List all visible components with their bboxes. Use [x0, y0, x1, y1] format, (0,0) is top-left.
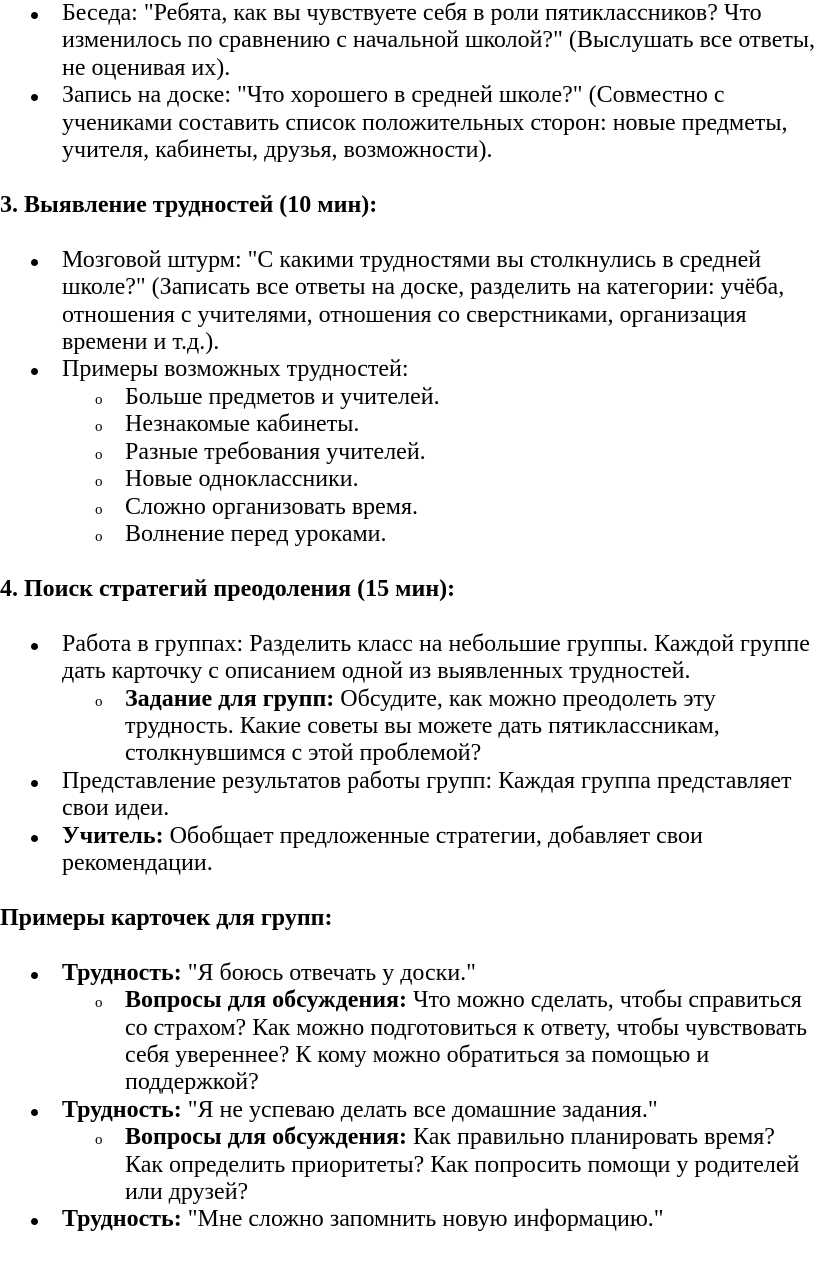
sub-list-item: o Разные требования учителей. — [0, 439, 816, 466]
list-item: Учитель: Обобщает предложенные стратегии, добавляет свои рекомендации. — [0, 823, 816, 878]
list-item: Запись на доске: "Что хорошего в средней школе?" (Совместно с учениками составить список положительных сторон: новые предметы, учителя, кабинеты, друзья, возможности). — [0, 82, 816, 164]
list-item: Трудность: "Я не успеваю делать все домашние задания." — [0, 1097, 816, 1124]
sub-list-item: o Незнакомые кабинеты. — [0, 411, 816, 438]
section-3-list — [0, 247, 816, 384]
cards-list-3 — [0, 1206, 816, 1233]
list-item: Примеры возможных трудностей: — [0, 356, 816, 383]
section-4-list-cont — [0, 768, 816, 878]
cards-heading: Примеры карточек для групп: — [0, 905, 333, 932]
bullet-icon — [31, 643, 38, 650]
bullet-icon — [31, 835, 38, 842]
section-4-heading: 4. Поиск стратегий преодоления (15 мин): — [0, 576, 456, 603]
cards-list — [0, 960, 816, 987]
section-3-heading: 3. Выявление трудностей (10 мин): — [0, 192, 378, 219]
list-item: Беседа: "Ребята, как вы чувствуете себя в роли пятиклассников? Что изменилось по сравнению с начальной школой?" (Выслушать все ответы, не оценивая их). — [0, 0, 816, 82]
list-item: Представление результатов работы групп: Каждая группа представляет свои идеи. — [0, 768, 816, 823]
card-1-sublist — [0, 987, 816, 1097]
circle-bullet-icon: o — [95, 501, 103, 518]
sub-list-item: o Новые одноклассники. — [0, 466, 816, 493]
bullet-icon — [31, 259, 38, 266]
bullet-icon — [31, 972, 38, 979]
sub-list-item: o Больше предметов и учителей. — [0, 384, 816, 411]
bullet-icon — [31, 1218, 38, 1225]
list-item: Трудность: "Мне сложно запомнить новую информацию." — [0, 1206, 816, 1233]
bullet-icon — [31, 1109, 38, 1116]
list-item: Мозговой штурм: "С какими трудностями вы столкнулись в средней школе?" (Записать все ответы на доске, разделить на категории: учёба, отношения с учителями, отношения со сверстниками, организация времени и т.д.). — [0, 247, 816, 357]
sub-list-item: o Вопросы для обсуждения: Что можно сделать, чтобы справиться со страхом? Как можно подготовиться к ответу, чтобы чувствовать себя увереннее? К кому можно обратиться за помощью и поддержкой? — [95, 987, 808, 1096]
bullet-icon — [31, 12, 38, 19]
circle-bullet-icon: o — [95, 391, 103, 408]
circle-bullet-icon: o — [95, 419, 103, 436]
bullet-icon — [31, 368, 38, 375]
card-2-sublist — [0, 1124, 816, 1206]
circle-bullet-icon: o — [95, 693, 103, 710]
circle-bullet-icon: o — [95, 446, 103, 463]
circle-bullet-icon: o — [95, 474, 103, 491]
sub-list-item: o Волнение перед уроками. — [0, 521, 816, 548]
circle-bullet-icon: o — [95, 995, 103, 1012]
circle-bullet-icon: o — [95, 1132, 103, 1149]
sub-list-item: o Вопросы для обсуждения: Как правильно планировать время? Как определить приоритеты? Как попросить помощи у родителей или друзей? — [95, 1124, 800, 1206]
bullet-icon — [31, 94, 38, 101]
cards-list-2 — [0, 1097, 816, 1124]
sub-list-item: o Задание для групп: Обсудите, как можно преодолеть эту трудность. Какие советы вы можете дать пятиклассникам, столкнувшимся с этой проблемой? — [95, 685, 720, 767]
section-4-list — [0, 631, 816, 686]
group-task-sublist — [0, 686, 816, 768]
sub-list-item: o Сложно организовать время. — [0, 494, 816, 521]
difficulties-sublist — [0, 384, 816, 548]
intro-list — [0, 0, 816, 164]
list-item: Трудность: "Я боюсь отвечать у доски." — [0, 960, 816, 987]
list-item: Работа в группах: Разделить класс на небольшие группы. Каждой группе дать карточку с описанием одной из выявленных трудностей. — [0, 631, 816, 686]
bullet-icon — [31, 780, 38, 787]
circle-bullet-icon: o — [95, 528, 103, 545]
